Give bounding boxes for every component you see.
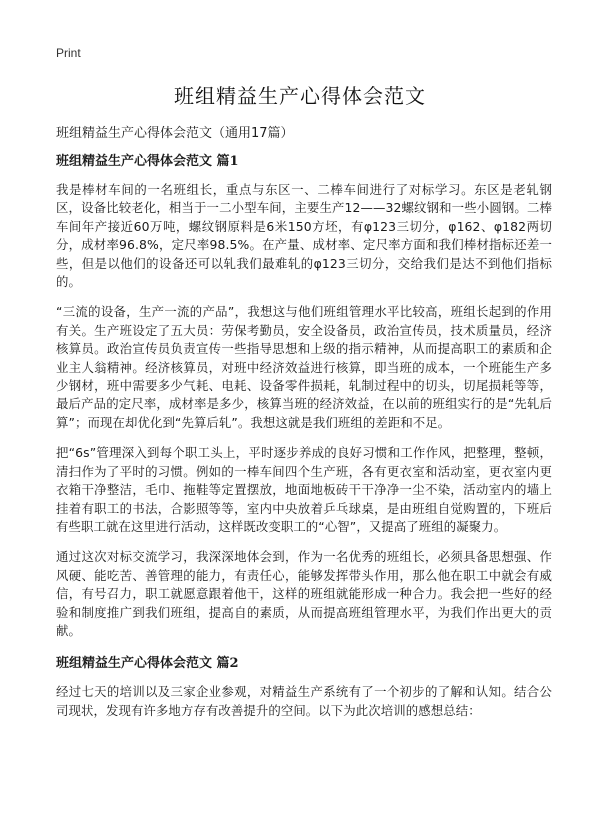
section-heading: 班组精益生产心得体会范文 篇2 <box>56 656 239 672</box>
paragraph: 通过这次对标交流学习，我深深地体会到，作为一名优秀的班组长，必须具备思想强、作风硬、能吃苦、善管理的能力，有责任心，能够发挥带头作用，那么他在职工中就会有威信，有号召力，职工就愿意跟着他干，这样的班组就能形成一种合力。我会把一些好的经验和制度推广到我们班组，提高自的素质，从而提高班组管理水平，为我们作出更大的贡献。 <box>56 549 552 638</box>
section-heading: 班组精益生产心得体会范文 篇1 <box>56 154 239 169</box>
paragraph: “三流的设备，生产一流的产品”，我想这与他们班组管理水平比较高，班组长起到的作用有关。生产班设定了五大员：劳保考勤员，安全设备员，政治宣传员，技术质量员，经济核算员。政治宣传员负责宣传一些指导思想和上级的指示精神，从而提高职工的素质和企业主人翁精神。经济核算员，对班中经济效益进行核算，即当班的成本，一个班能生产多少钢材，班中需要多少气耗、电耗、设备零件损耗，轧制过程中的切头，切尾损耗等等，最后产品的定尺率，成材率是多少，核算当班的经济效益，在以前的班组实行的是“先轧后算”；而现在却优化到“先算后轧”。我想这就是我们班组的差距和不足。 <box>56 304 552 430</box>
document-title: 班组精益生产心得体会范文 <box>174 84 426 108</box>
document-content <box>56 150 552 728</box>
paragraph: 经过七天的培训以及三家企业参观，对精益生产系统有了一个初步的了解和认知。结合公司现状，发现有许多地方存有改善提升的空间。以下为此次培训的感想总结： <box>56 684 552 718</box>
print-link[interactable]: Print <box>56 46 81 60</box>
section-1 <box>56 150 552 640</box>
paragraph: 把“6s”管理深入到每个职工头上，平时逐步养成的良好习惯和工作作风，把整理，整顿，清扫作为了平时的习惯。例如的一棒车间四个生产班，各有更衣室和活动室，更衣室内更衣箱干净整洁，毛巾、拖鞋等定置摆放，地面地板砖干干净净一尘不染，活动室内的墙上挂着有职工的书法，合影照等等，室内中央放着乒乓球桌，是由班组自觉购置的，下班后有些职工就在这里进行活动，这样既改变职工的“心智”，又提高了班组的凝聚力。 <box>56 445 552 534</box>
section-2 <box>56 652 552 720</box>
paragraph: 我是棒材车间的一名班组长，重点与东区一、二棒车间进行了对标学习。东区是老轧钢区，设备比较老化，相当于一二小型车间，主要生产12——32螺纹钢和一些小圆钢。二棒车间年产接近60万吨，螺纹钢原料是6米150方坯，有φ123三切分，φ162、φ182两切分，成材率96.8%，定尺率98.5%。在产量、成材率、定尺率方面和我们棒材指标还差一些，但是以他们的设备还可以轧我们最难轧的φ123三切分，交给我们是达不到他们指标的。 <box>56 182 552 290</box>
document-subtitle: 班组精益生产心得体会范文（通用17篇） <box>56 126 294 141</box>
